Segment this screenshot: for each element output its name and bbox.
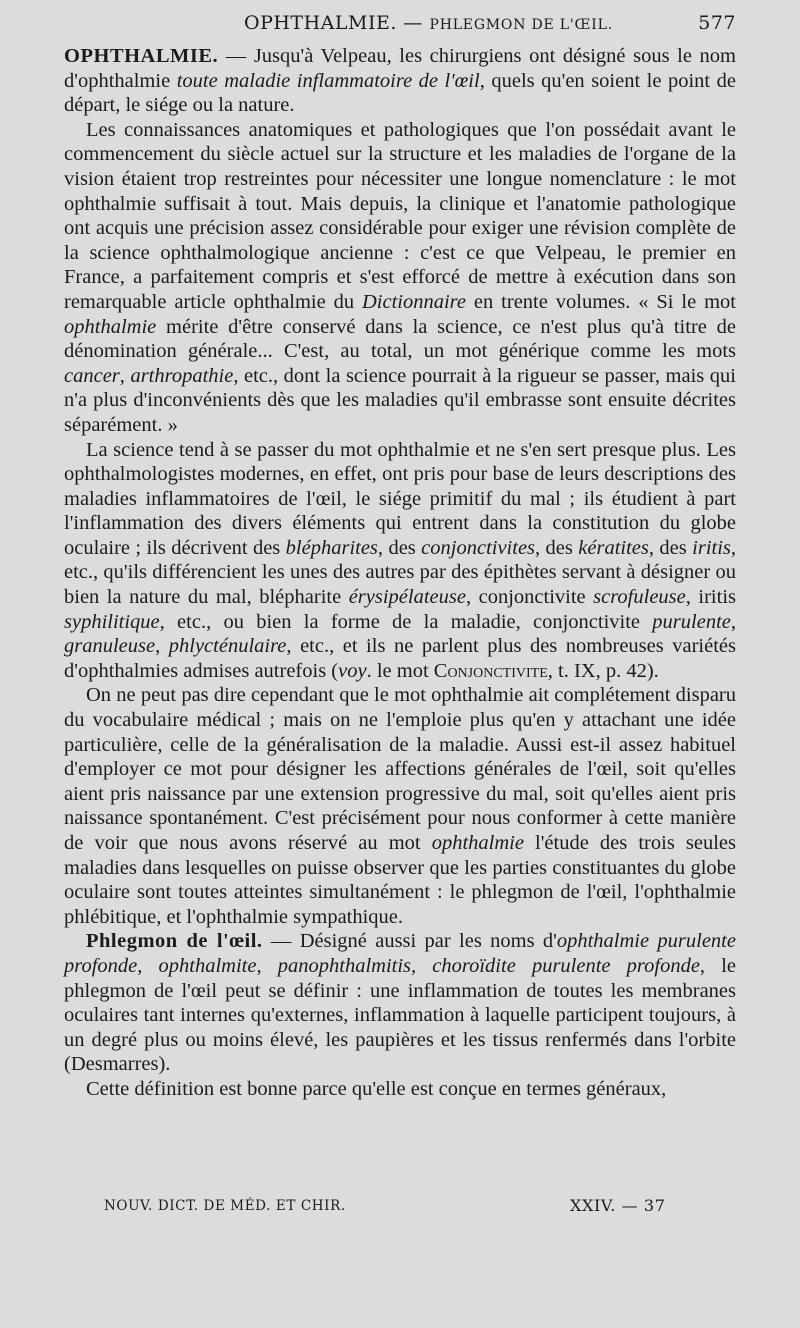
paragraph-definition: Cette définition est bonne parce qu'elle est conçue en termes généraux,: [86, 1077, 667, 1100]
paragraph-phlegmon: Phlegmon de l'œil. — Désigné aussi par les noms d'ophthalmie purulente profonde, ophthalmite, panophthalmitis, choroïdite purulente profonde, le phlegmon de l'œil peut se définir : une inflammation de toutes les membranes oculaires tant internes qu'externes, inflammation à laquelle participent toujours, à un degré plus ou moins élevé, les paupières et les tissus renfermés dans l'orbite (Desmarres).: [64, 930, 736, 1076]
section-heading-phlegmon: Phlegmon de l'œil.: [86, 930, 263, 953]
footer-signature: XXIV. — 37: [570, 1196, 666, 1215]
entry-heading-ophthalmie: OPHTHALMIE.: [64, 45, 219, 67]
footer-publication: NOUV. DICT. DE MÉD. ET CHIR.: [104, 1198, 346, 1214]
header-title: OPHTHALMIE. — PHLEGMON DE L'ŒIL.: [244, 12, 613, 34]
running-header: [64, 12, 736, 38]
cross-reference: Conjonctivite: [433, 659, 548, 682]
page-number: 577: [698, 12, 736, 34]
paragraph-on-ne-peut: On ne peut pas dire cependant que le mot ophthalmie ait complétement disparu du vocabulaire médical ; mais on ne l'emploie plus qu'en y attachant une idée particulière, celle de la généralisation de la maladie. Aussi est-il assez habituel d'employer ce mot pour désigner les affections générales de l'œil, soit qu'elles aient pris naissance par une extension progressive du mal, soit qu'elles aient pris naissance spontanément. C'est précisément pour nous conformer à cette manière de voir que nous avons réservé au mot ophthalmie l'étude des trois seules maladies dans lesquelles on puisse observer que les parties constituantes du globe oculaire sont toutes atteintes simultanément : le phlegmon de l'œil, l'ophthalmie phlébitique, et l'ophthalmie sympathique.: [64, 684, 736, 928]
paragraph-science-tend: La science tend à se passer du mot ophthalmie et ne s'en sert presque plus. Les ophthalmologistes modernes, en effet, ont pris pour base de leurs descriptions des maladies inflammatoires de l'œil, le siége primitif du mal ; ils étudient à part l'inflammation des divers éléments qui entrent dans la constitution du globe oculaire ; ils décrivent des blépharites, des conjonctivites, des kératites, des iritis, etc., qu'ils différencient les unes des autres par des épithètes servant à désigner ou bien la nature du mal, blépharite érysipélateuse, conjonctivite scrofuleuse, iritis syphilitique, etc., ou bien la forme de la maladie, conjonctivite purulente, granuleuse, phlycténulaire, etc., et ils ne parlent plus des nombreuses variétés d'ophthalmies admises autrefois (voy. le mot Conjonctivite, t. IX, p. 42).: [64, 438, 737, 682]
paragraph-connaissances: Les connaissances anatomiques et pathologiques que l'on possédait avant le commencement du siècle actuel sur la structure et les maladies de l'organe de la vision étaient trop restreintes pour nécessiter une longue nomenclature : le mot ophthalmie suffisait à tout. Mais depuis, la clinique et l'anatomie pathologique ont acquis une précision assez considérable pour exiger une révision complète de la science ophthalmologique ancienne : c'est ce que Velpeau, le premier en France, a parfaitement compris et s'est efforcé de mettre à exécution dans son remarquable article ophthalmie du Dictionnaire en trente volumes. « Si le mot ophthalmie mérite d'être conservé dans la science, ce n'est plus qu'à titre de dénomination générale... C'est, au total, un mot générique comme les mots cancer, arthropathie, etc., dont la science pourrait à la rigueur se passer, mais qui n'a plus d'inconvénients dès que les maladies qu'il embrasse sont ensuite décrites séparément. »: [64, 118, 736, 436]
page-footer: [64, 1198, 736, 1218]
article-body: [64, 44, 736, 1102]
paragraph-ophthalmie-intro: OPHTHALMIE. — Jusqu'à Velpeau, les chirurgiens ont désigné sous le nom d'ophthalmie toute maladie inflammatoire de l'œil, quels qu'en soient le point de départ, le siége ou la nature.: [64, 45, 736, 117]
